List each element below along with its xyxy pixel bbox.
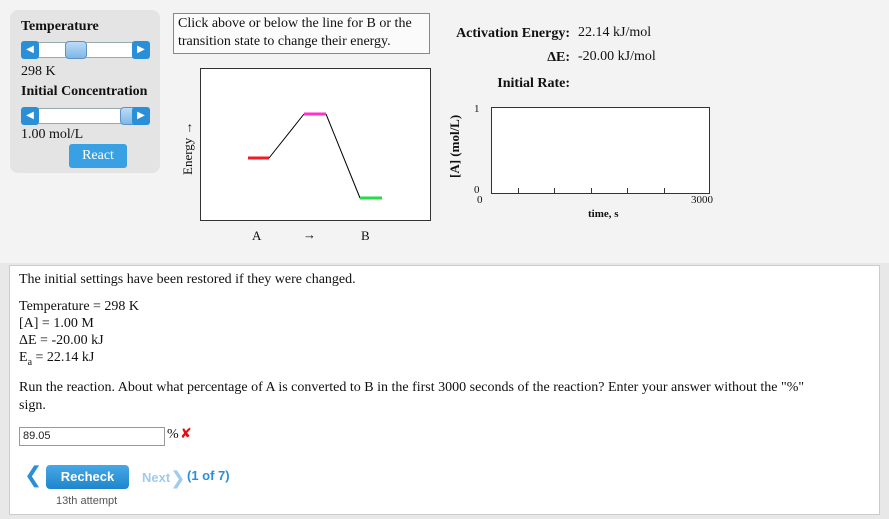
- energy-diagram[interactable]: [200, 68, 431, 221]
- react-button[interactable]: React: [69, 144, 127, 168]
- activation-energy-value: 22.14 kJ/mol: [578, 25, 652, 40]
- rate-plot: [491, 107, 710, 194]
- ea-subscript: a: [27, 356, 33, 368]
- temperature-slider[interactable]: [21, 41, 150, 59]
- concentration-increase-icon[interactable]: ▶: [132, 107, 150, 125]
- energy-curve-rise: [269, 114, 304, 158]
- attempt-count: 13th attempt: [56, 495, 118, 507]
- reaction-arrow-icon: →: [303, 227, 316, 242]
- x-min-tick-label: 0: [477, 194, 483, 206]
- activation-energy-label: Activation Energy:: [456, 26, 570, 41]
- next-button[interactable]: [142, 468, 185, 489]
- x-tick: [627, 188, 628, 193]
- answer-input[interactable]: 89.05: [19, 427, 165, 446]
- energy-axis-label: Energy →: [180, 121, 195, 175]
- x-tick: [518, 188, 519, 193]
- reactant-axis-label: A: [252, 228, 262, 243]
- previous-arrow-icon[interactable]: ❮: [24, 463, 43, 488]
- product-axis-label: B: [361, 228, 370, 243]
- activation-energy-line: [19, 350, 94, 368]
- temperature-slider-thumb[interactable]: [65, 41, 87, 59]
- temperature-value: 298 K: [21, 64, 56, 79]
- delta-e-line: ΔE = -20.00 kJ: [19, 333, 104, 348]
- y-min-tick-label: 0: [474, 184, 480, 196]
- concentration-slider[interactable]: [21, 107, 150, 125]
- time-axis-label: time, s: [588, 208, 619, 220]
- concentration-label: Initial Concentration: [21, 84, 148, 99]
- wrong-answer-icon: ✘: [180, 426, 192, 442]
- next-label: Next: [142, 470, 171, 485]
- y-max-tick-label: 1: [474, 103, 480, 115]
- restored-message: The initial settings have been restored if they were changed.: [19, 272, 356, 287]
- concentration-decrease-icon[interactable]: ◀: [21, 107, 39, 125]
- question-text: Run the reaction. About what percentage of A is converted to B in the first 3000 seconds of the reaction? Enter your answer without the "%": [19, 380, 805, 395]
- x-tick: [554, 188, 555, 193]
- concentration-line: [A] = 1.00 M: [19, 316, 94, 331]
- next-arrow-icon: ❯: [170, 468, 186, 489]
- temperature-label: Temperature: [21, 19, 99, 34]
- delta-e-label: ΔE:: [547, 50, 570, 65]
- x-tick: [591, 188, 592, 193]
- x-tick: [664, 188, 665, 193]
- temperature-line: Temperature = 298 K: [19, 299, 140, 314]
- question-progress: (1 of 7): [187, 468, 230, 483]
- temperature-increase-icon[interactable]: ▶: [132, 41, 150, 59]
- ea-value: = 22.14 kJ: [32, 350, 95, 365]
- instruction-box: Click above or below the line for B or the transition state to change their energy.: [173, 13, 430, 54]
- delta-e-value: -20.00 kJ/mol: [578, 49, 656, 64]
- concentration-value: 1.00 mol/L: [21, 127, 84, 142]
- x-max-tick-label: 3000: [691, 194, 713, 206]
- ea-symbol: E: [19, 350, 28, 365]
- temperature-decrease-icon[interactable]: ◀: [21, 41, 39, 59]
- energy-curve-fall: [326, 114, 360, 198]
- percent-unit: %: [167, 427, 179, 442]
- question-panel: [9, 265, 880, 515]
- concentration-axis-label: [A] (mol/L): [447, 114, 462, 178]
- question-text-end: sign.: [19, 398, 46, 413]
- initial-rate-label: Initial Rate:: [497, 76, 570, 91]
- energy-diagram-svg[interactable]: [201, 69, 430, 220]
- recheck-button[interactable]: Recheck: [46, 465, 129, 489]
- controls-panel: [10, 10, 160, 173]
